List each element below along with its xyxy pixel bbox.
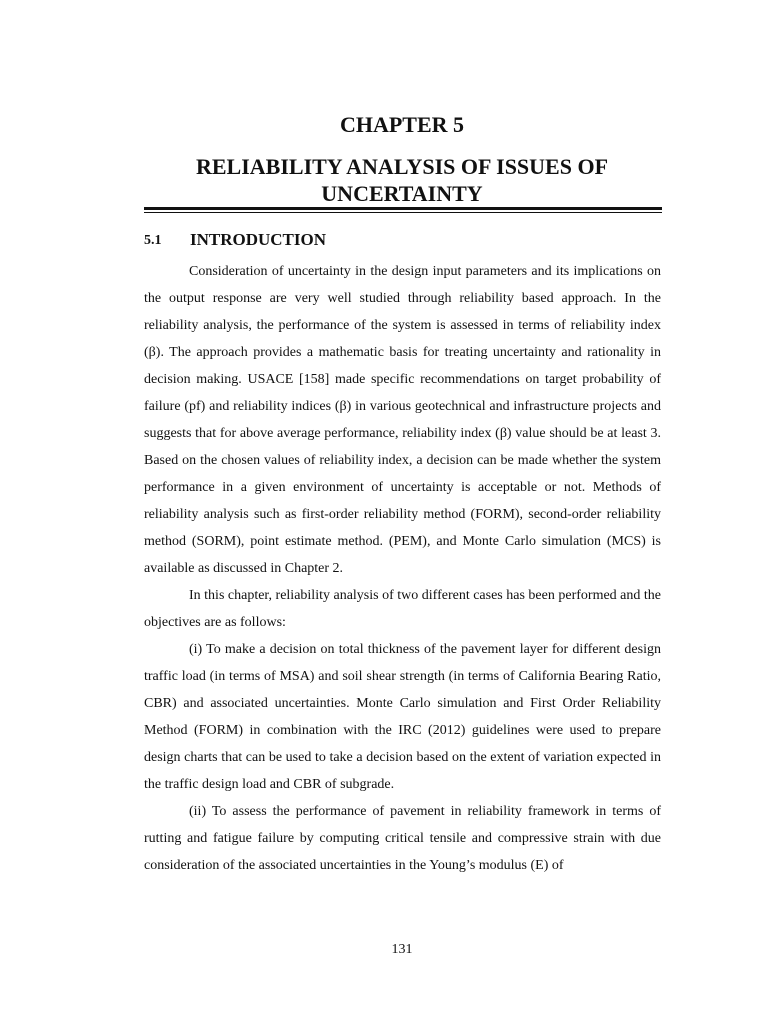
paragraph-objective-1: (i) To make a decision on total thickness of the pavement layer for different design traffic load (in terms of MSA) and soil shear strength (in terms of California Bearing Ratio, CBR) and associated uncertainties. Monte Carlo simulation and First Order Reliability Method (FORM) in combination with the IRC (2012) guidelines were used to prepare design charts that can be used to take a decision based on the extent of variation expected in the traffic design load and CBR of subgrade.	[144, 642, 661, 792]
title-divider-thick	[144, 207, 662, 210]
section-title: INTRODUCTION	[190, 230, 327, 249]
chapter-title-line-2: UNCERTAINTY	[321, 181, 483, 206]
chapter-label: CHAPTER 5	[339, 112, 465, 137]
chapter-title-line-1: RELIABILITY ANALYSIS OF ISSUES OF	[195, 154, 609, 179]
page-number: 131	[391, 942, 413, 957]
paragraph-objectives-lead: In this chapter, reliability analysis of two different cases has been performed and the objectives are as follows:	[144, 588, 661, 630]
paragraph-intro: Consideration of uncertainty in the design input parameters and its implications on the output response are very well studied through reliability based approach. In the reliability analysis, the performance of the system is assessed in terms of reliability index (β). The approach provides a mathematic basis for treating uncertainty and rationality in decision making. USACE [158] made specific recommendations on target probability of failure (pf) and reliability indices (β) in various geotechnical and infrastructure projects and suggests that for above average performance, reliability index (β) value should be at least 3. Based on the chosen values of reliability index, a decision can be made whether the system performance in a given environment of uncertainty is acceptable or not. Methods of reliability analysis such as first-order reliability method (FORM), second-order reliability method (SORM), point estimate method. (PEM), and Monte Carlo simulation (MCS) is available as discussed in Chapter 2.	[144, 264, 661, 576]
title-divider-thin	[144, 212, 662, 213]
paragraph-objective-2: (ii) To assess the performance of pavement in reliability framework in terms of rutting and fatigue failure by computing critical tensile and compressive strain with due consideration of the associated uncertainties in the Young’s modulus (E) of	[144, 804, 661, 873]
section-number: 5.1	[144, 233, 162, 248]
chapter-title	[0, 153, 768, 207]
body-text	[144, 258, 661, 879]
